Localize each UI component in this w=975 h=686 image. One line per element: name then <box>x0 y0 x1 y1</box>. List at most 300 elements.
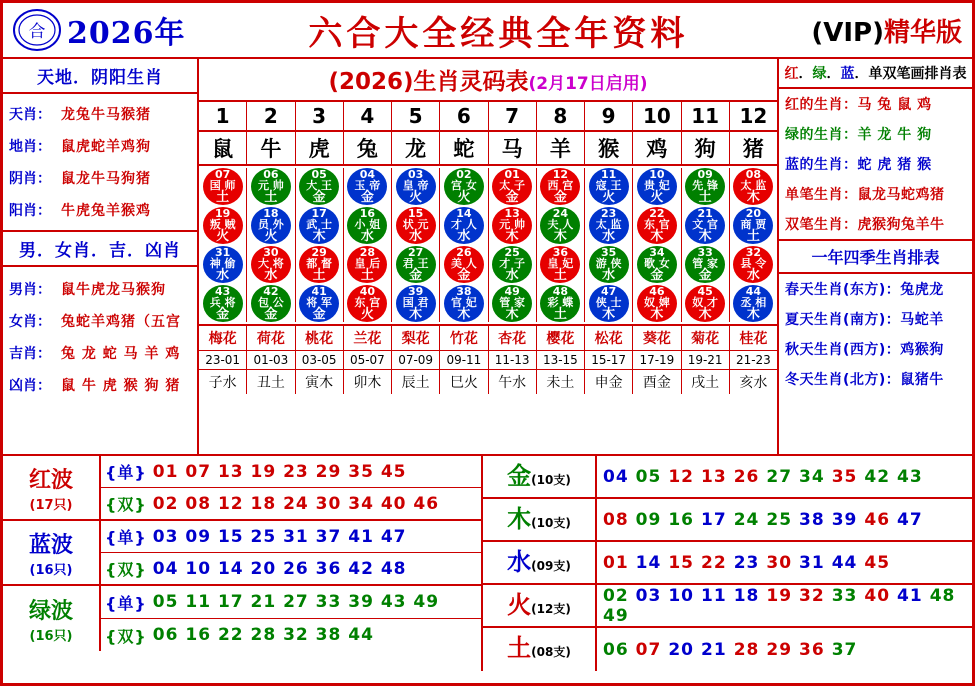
lucky-ball[interactable] <box>444 285 484 322</box>
ball-grid <box>199 166 777 326</box>
element-name: 木 <box>507 505 532 533</box>
row-label: 男肖： <box>9 282 51 298</box>
left-row <box>3 130 197 162</box>
flower-name: 杏花 <box>489 326 537 350</box>
wave-row <box>3 586 481 651</box>
ball-title: 皇 妃 <box>547 257 574 270</box>
stem-branch: 卯木 <box>344 370 392 394</box>
flower-name: 菊花 <box>682 326 730 350</box>
time-range: 21-23 <box>735 353 771 367</box>
row-label: 阳肖： <box>9 203 51 219</box>
wave-even-line <box>101 488 481 519</box>
ball-title: 大 将 <box>257 257 284 270</box>
flower-name: 桂花 <box>739 331 768 347</box>
ball-number: 22 <box>649 207 665 220</box>
zodiac-code-table <box>199 59 779 454</box>
element-count: (10支) <box>531 473 571 487</box>
wave-name-cell <box>3 456 101 519</box>
element-number: 23 <box>733 552 760 573</box>
column-number: 10 <box>633 102 681 130</box>
stem-branch: 戌土 <box>682 370 730 394</box>
lucky-ball[interactable] <box>444 207 484 244</box>
column-number: 4 <box>344 102 392 130</box>
element-number: 18 <box>733 585 760 606</box>
season-section-title: 一年四季生肖排表 <box>779 239 972 274</box>
bottom-section <box>3 454 972 671</box>
ball-element: 火 <box>650 190 664 205</box>
element-number: 33 <box>831 585 858 606</box>
lucky-ball[interactable] <box>396 246 436 283</box>
ball-number: 23 <box>600 207 617 220</box>
column-number: 7 <box>489 102 537 130</box>
ball-title: 美 人 <box>450 257 477 270</box>
ball-number: 26 <box>456 246 472 259</box>
element-number: 38 <box>799 509 825 530</box>
zodiac-name: 狗 <box>682 132 730 164</box>
ball-number: 34 <box>649 246 665 259</box>
lucky-ball[interactable] <box>637 285 677 322</box>
ball-number: 27 <box>407 246 424 259</box>
odd-numbers: 01 07 13 19 23 29 35 45 <box>152 461 407 482</box>
color-stroke-row <box>779 89 972 119</box>
element-number: 02 <box>603 585 629 606</box>
ball-element: 金 <box>312 307 326 322</box>
ball-title: 寇 王 <box>595 179 622 192</box>
ball-title: 玉 帝 <box>354 179 381 192</box>
element-number: 30 <box>766 552 793 573</box>
lucky-ball[interactable] <box>203 285 243 322</box>
flower-name: 兰花 <box>344 326 392 350</box>
page-title: 六合大全经典全年资料 <box>308 13 689 54</box>
lucky-ball[interactable] <box>685 207 725 244</box>
header-year: 2026年 <box>67 16 186 51</box>
row-label: 单笔生肖： <box>785 187 858 203</box>
ball-title: 小 姐 <box>354 218 381 231</box>
lucky-ball[interactable] <box>685 168 725 205</box>
element-number: 13 <box>701 466 727 487</box>
ball-element: 火 <box>409 190 423 205</box>
wave-even-line <box>101 619 481 651</box>
lucky-ball[interactable] <box>347 246 387 283</box>
flower-name: 梅花 <box>199 326 247 350</box>
ball-column <box>489 168 537 322</box>
element-name-cell <box>483 585 597 626</box>
ball-column <box>296 168 344 322</box>
season-rows <box>779 274 972 394</box>
element-name-cell <box>483 542 597 583</box>
ball-number: 35 <box>600 246 617 259</box>
color-stroke-row <box>779 209 972 239</box>
element-number: 20 <box>668 639 695 660</box>
column-number: 6 <box>440 102 488 130</box>
title-main: (2026)生肖灵码表 <box>328 69 529 95</box>
lucky-ball[interactable] <box>299 168 339 205</box>
element-number: 31 <box>799 552 825 573</box>
ball-number: 11 <box>600 168 617 181</box>
wave-row <box>3 521 481 586</box>
element-number: 19 <box>766 585 793 606</box>
ball-number: 04 <box>359 168 376 181</box>
wave-numbers <box>101 586 481 651</box>
wave-name: 蓝波 <box>28 532 73 558</box>
six-he-logo-icon <box>9 8 65 52</box>
title-part-red: 红 <box>784 66 799 82</box>
lucky-ball[interactable] <box>589 207 629 244</box>
lucky-ball[interactable] <box>347 168 387 205</box>
ball-title: 兵 将 <box>209 296 236 309</box>
ball-number: 25 <box>504 246 520 259</box>
lucky-ball[interactable] <box>347 207 387 244</box>
lucky-ball[interactable] <box>251 246 291 283</box>
element-number: 12 <box>668 466 695 487</box>
element-number: 15 <box>668 552 695 573</box>
ball-element: 金 <box>264 307 278 322</box>
lucky-ball[interactable] <box>299 246 339 283</box>
row-label: 吉肖： <box>9 346 51 362</box>
even-tag: {双} <box>105 495 147 514</box>
element-numbers <box>597 510 972 530</box>
zodiac-name: 虎 <box>296 132 344 164</box>
lucky-ball[interactable] <box>540 207 580 244</box>
ball-number: 06 <box>263 168 279 181</box>
ball-title: 才 人 <box>450 218 477 231</box>
wave-name: 绿波 <box>28 598 73 624</box>
ball-element: 木 <box>457 307 471 322</box>
element-number: 37 <box>831 639 858 660</box>
lucky-ball[interactable] <box>685 285 725 322</box>
ball-title: 元 帅 <box>257 179 284 192</box>
element-number: 01 <box>603 552 629 573</box>
ball-number: 01 <box>504 168 520 181</box>
zodiac-name-row <box>199 132 777 166</box>
wave-name: 红波 <box>28 467 73 493</box>
ball-element: 水 <box>602 268 616 283</box>
wave-odd-line <box>101 456 481 488</box>
lucky-ball[interactable] <box>492 246 532 283</box>
ball-element: 土 <box>264 190 278 205</box>
ball-number: 03 <box>407 168 424 181</box>
row-value: 鼠龙马蛇鸡猪 <box>857 187 945 203</box>
ball-column <box>537 168 585 322</box>
ball-title: 宫 女 <box>450 179 477 192</box>
lucky-ball[interactable] <box>299 207 339 244</box>
season-row: 夏天生肖(南方)：马蛇羊 <box>785 312 944 328</box>
row-label: 天肖： <box>9 107 51 123</box>
row-value: 虎猴狗兔羊牛 <box>857 217 945 233</box>
ball-title: 管 家 <box>499 296 526 309</box>
ball-number: 47 <box>600 285 617 298</box>
ball-title: 员 外 <box>257 218 284 231</box>
row-value: 兔 龙 蛇 马 羊 鸡 <box>61 346 181 362</box>
svg-text:合: 合 <box>28 22 46 42</box>
element-number: 03 <box>635 585 662 606</box>
ball-number: 32 <box>745 246 762 259</box>
ball-column <box>730 168 777 322</box>
ball-number: 31 <box>214 246 231 259</box>
ball-title: 贵 妃 <box>643 179 670 192</box>
wave-name-cell <box>3 586 101 651</box>
left-row-2 <box>3 305 197 337</box>
ball-title: 太 监 <box>595 218 622 231</box>
odd-tag: {单} <box>105 593 147 613</box>
lucky-ball[interactable] <box>589 168 629 205</box>
ball-element: 水 <box>746 268 760 283</box>
ball-number: 12 <box>552 168 569 181</box>
title-note: (2月17日启用) <box>528 74 648 94</box>
ball-number: 45 <box>697 285 713 298</box>
lucky-ball[interactable] <box>637 207 677 244</box>
lucky-ball[interactable] <box>589 246 629 283</box>
element-number: 22 <box>701 552 727 573</box>
zodiac-name: 羊 <box>537 132 585 164</box>
flower-name: 葵花 <box>633 326 681 350</box>
season-row: 春天生肖(东方)：兔虎龙 <box>785 282 944 298</box>
left-section-title-2: 男．女肖．吉．凶肖 <box>3 232 197 267</box>
element-number: 25 <box>766 509 793 530</box>
left-row <box>3 162 197 194</box>
ball-element: 水 <box>216 268 230 283</box>
wave-odd-line <box>101 521 481 553</box>
lucky-ball[interactable] <box>685 246 725 283</box>
element-count: (10支) <box>531 516 571 530</box>
element-number: 27 <box>766 466 793 487</box>
ball-element: 木 <box>505 229 519 244</box>
ball-title: 奴 才 <box>692 296 719 309</box>
ball-number: 41 <box>311 285 327 298</box>
row-label: 红的生肖： <box>785 97 858 113</box>
lucky-ball[interactable] <box>637 168 677 205</box>
zodiac-name: 牛 <box>247 132 295 164</box>
ball-element: 木 <box>746 307 760 322</box>
lucky-ball[interactable] <box>733 285 773 322</box>
odd-tag: {单} <box>105 463 147 482</box>
season-row: 秋天生肖(西方)：鸡猴狗 <box>785 342 944 358</box>
element-number: 21 <box>701 639 727 660</box>
row-value: 鼠 牛 虎 猴 狗 猪 <box>61 378 181 394</box>
ball-column <box>344 168 392 322</box>
column-number-row <box>199 102 777 132</box>
element-numbers <box>597 586 972 626</box>
lucky-ball[interactable] <box>492 168 532 205</box>
left-section-title: 天地．阴阳生肖 <box>3 59 197 94</box>
lucky-ball[interactable] <box>540 168 580 205</box>
wave-numbers <box>101 456 481 519</box>
odd-numbers: 05 11 17 21 27 33 39 43 49 <box>152 592 440 612</box>
title-sep-2: ． <box>826 66 841 82</box>
zodiac-name: 兔 <box>344 132 392 164</box>
ball-element: 土 <box>553 268 567 283</box>
element-number: 32 <box>799 585 825 606</box>
lucky-ball[interactable] <box>733 207 773 244</box>
ball-element: 金 <box>505 190 519 205</box>
time-range: 13-15 <box>537 351 585 369</box>
element-number: 11 <box>701 585 727 606</box>
stem-branch: 申金 <box>585 370 633 394</box>
ball-element: 土 <box>216 190 230 205</box>
ball-number: 07 <box>214 168 231 181</box>
ball-title: 武 士 <box>306 218 333 231</box>
lucky-ball[interactable] <box>589 285 629 322</box>
flower-name: 荷花 <box>247 326 295 350</box>
ball-element: 火 <box>360 307 374 322</box>
lucky-ball[interactable] <box>299 285 339 322</box>
lucky-ball[interactable] <box>251 168 291 205</box>
ball-number: 29 <box>311 246 327 259</box>
wave-count: (16只) <box>29 628 73 644</box>
element-row <box>483 499 972 542</box>
element-count: (09支) <box>531 559 571 573</box>
stem-branch-row <box>199 370 777 394</box>
element-number: 07 <box>635 639 662 660</box>
ball-title: 东 官 <box>643 218 670 231</box>
stem-branch: 辰土 <box>392 370 440 394</box>
ball-number: 09 <box>697 168 713 181</box>
zodiac-name: 蛇 <box>440 132 488 164</box>
zodiac-name: 猪 <box>742 137 764 161</box>
stem-branch: 亥水 <box>739 375 768 391</box>
zodiac-name: 马 <box>489 132 537 164</box>
ball-element: 土 <box>746 229 760 244</box>
lucky-ball[interactable] <box>203 207 243 244</box>
time-range: 11-13 <box>489 351 537 369</box>
ball-element: 水 <box>360 229 374 244</box>
ball-number: 44 <box>745 285 762 298</box>
column-number: 11 <box>682 102 730 130</box>
ball-title: 包 公 <box>257 296 284 309</box>
lucky-ball[interactable] <box>540 246 580 283</box>
element-number: 26 <box>733 466 760 487</box>
element-number: 16 <box>668 509 695 530</box>
element-name-cell <box>483 628 597 671</box>
ball-title: 太 子 <box>499 179 526 192</box>
ball-number: 30 <box>263 246 279 259</box>
lucky-ball[interactable] <box>203 168 243 205</box>
ball-element: 土 <box>553 307 567 322</box>
lucky-ball[interactable] <box>733 246 773 283</box>
lucky-ball[interactable] <box>637 246 677 283</box>
ball-number: 46 <box>649 285 665 298</box>
ball-title: 侠 士 <box>595 296 622 309</box>
ball-element: 水 <box>602 229 616 244</box>
lucky-ball[interactable] <box>347 285 387 322</box>
ball-element: 水 <box>409 229 423 244</box>
element-number: 34 <box>799 466 825 487</box>
ball-number: 05 <box>311 168 327 181</box>
ball-element: 火 <box>264 229 278 244</box>
element-number: 10 <box>668 585 695 606</box>
column-number: 12 <box>739 104 768 128</box>
ball-number: 20 <box>745 207 762 220</box>
season-row: 冬天生肖(北方)：鼠猪牛 <box>785 372 944 388</box>
ball-title: 大 王 <box>306 179 333 192</box>
ball-element: 金 <box>216 307 230 322</box>
wave-even-line <box>101 553 481 584</box>
row-value: 鼠牛虎龙马猴狗 <box>61 282 166 298</box>
left-row <box>3 194 197 226</box>
left-panel <box>3 59 199 454</box>
stem-branch: 寅木 <box>296 370 344 394</box>
lucky-ball[interactable] <box>396 168 436 205</box>
stem-branch: 未土 <box>537 370 585 394</box>
ball-number: 02 <box>456 168 472 181</box>
ball-element: 火 <box>457 190 471 205</box>
lucky-ball[interactable] <box>733 168 773 205</box>
element-number: 28 <box>733 639 760 660</box>
element-numbers <box>597 467 972 487</box>
ball-title: 都 督 <box>306 257 333 270</box>
element-number: 06 <box>603 639 629 660</box>
row-value: 马 兔 鼠 鸡 <box>857 97 932 113</box>
element-number: 48 <box>929 585 956 606</box>
ball-number: 38 <box>456 285 472 298</box>
lucky-ball[interactable] <box>396 285 436 322</box>
row-value: 牛虎兔羊猴鸡 <box>61 203 151 219</box>
element-name: 水 <box>507 548 532 576</box>
row-value: 羊 龙 牛 狗 <box>857 127 932 143</box>
time-range: 01-03 <box>247 351 295 369</box>
left-row <box>3 98 197 130</box>
right-rows <box>779 89 972 239</box>
ball-title: 状 元 <box>402 218 429 231</box>
lucky-ball[interactable] <box>492 207 532 244</box>
element-count: (08支) <box>531 645 571 659</box>
lucky-ball[interactable] <box>540 285 580 322</box>
flower-name: 竹花 <box>440 326 488 350</box>
lucky-ball[interactable] <box>492 285 532 322</box>
lucky-ball[interactable] <box>251 285 291 322</box>
lucky-ball[interactable] <box>396 207 436 244</box>
lucky-ball[interactable] <box>203 246 243 283</box>
title-sep-1: ． <box>798 66 813 82</box>
ball-title: 歌 女 <box>643 257 670 270</box>
element-number: 49 <box>603 605 629 626</box>
ball-title: 先 锋 <box>692 179 719 192</box>
ball-title: 县 令 <box>740 257 767 270</box>
ball-number: 15 <box>407 207 424 220</box>
ball-element: 水 <box>505 268 519 283</box>
row-value: 龙兔牛马猴猪 <box>61 107 151 123</box>
stem-branch: 丑土 <box>247 370 295 394</box>
ball-element: 金 <box>360 190 374 205</box>
ball-number: 40 <box>359 285 376 298</box>
ball-number: 39 <box>407 285 424 298</box>
right-panel <box>779 59 972 454</box>
element-number: 46 <box>864 509 891 530</box>
row-label: 蓝的生肖： <box>785 157 858 173</box>
ball-element: 金 <box>650 268 664 283</box>
lucky-ball[interactable] <box>444 246 484 283</box>
even-tag: {双} <box>105 626 147 646</box>
lucky-ball[interactable] <box>444 168 484 205</box>
ball-title: 商 贾 <box>740 218 767 231</box>
element-number: 09 <box>635 509 662 530</box>
main-body <box>3 59 972 454</box>
ball-title: 丞 相 <box>740 296 767 309</box>
element-row <box>483 585 972 628</box>
ball-column <box>392 168 440 322</box>
element-row <box>483 542 972 585</box>
row-label: 双笔生肖： <box>785 217 858 233</box>
ball-title: 国 君 <box>402 296 429 309</box>
title-part-green: 绿 <box>812 66 827 82</box>
lucky-ball[interactable] <box>251 207 291 244</box>
left-row-2 <box>3 337 197 369</box>
flower-row <box>199 326 777 351</box>
row-value: 鼠虎蛇羊鸡狗 <box>61 139 151 155</box>
ball-element: 木 <box>505 307 519 322</box>
ball-element: 土 <box>360 268 374 283</box>
wave-numbers <box>101 521 481 584</box>
